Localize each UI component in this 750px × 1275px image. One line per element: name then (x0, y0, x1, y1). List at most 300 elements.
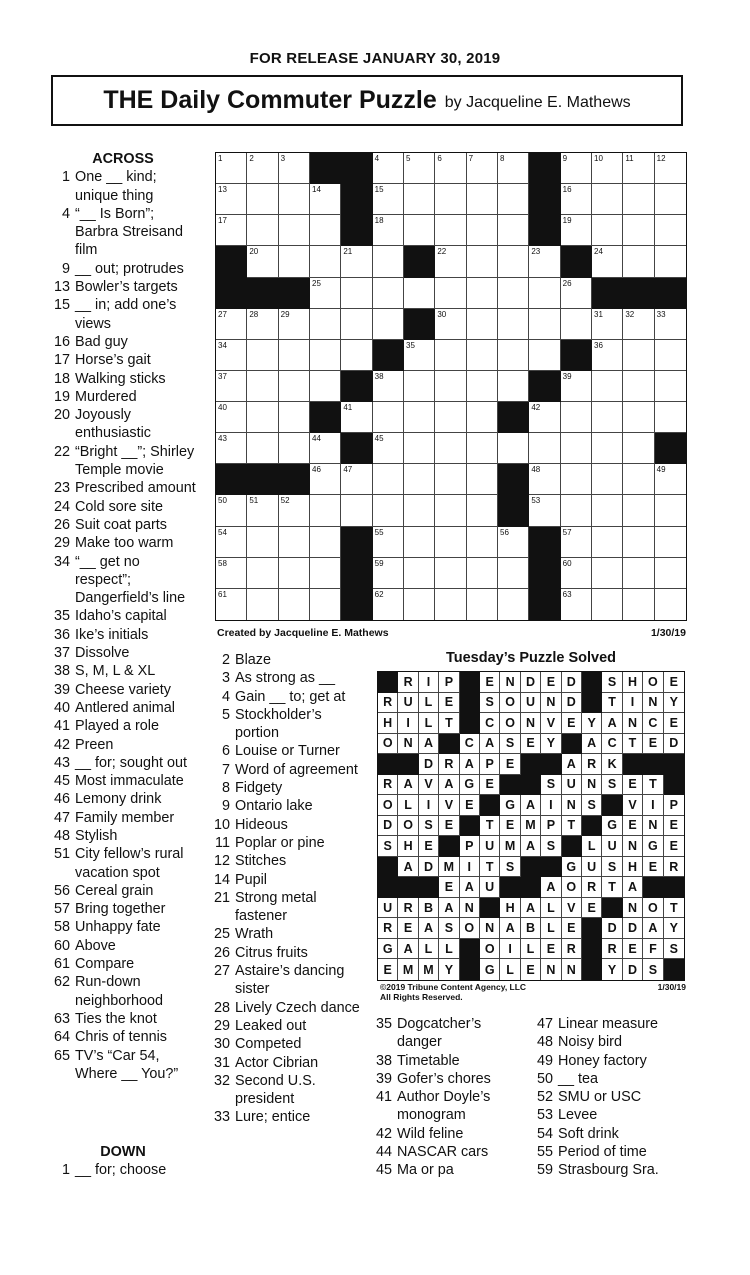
clue-text: Suit coat parts (75, 516, 167, 533)
clue-down-59 (531, 1161, 691, 1179)
grid-cell[interactable] (623, 589, 654, 620)
copyright-line-1: ©2019 Tribune Content Agency, LLC (380, 982, 527, 992)
grid-number: 42 (531, 403, 541, 413)
grid-number: 51 (249, 496, 259, 506)
grid-cell[interactable] (341, 464, 372, 495)
grid-cell[interactable] (279, 402, 310, 433)
grid-cell[interactable] (216, 589, 247, 620)
grid-number: 9 (562, 154, 568, 163)
clue-text: Walking sticks (75, 370, 166, 387)
grid-cell[interactable] (373, 402, 404, 433)
grid-cell[interactable] (435, 433, 466, 464)
grid-cell[interactable] (655, 495, 686, 526)
grid-cell[interactable] (247, 527, 278, 558)
grid-number: 50 (218, 496, 227, 506)
grid-cell[interactable] (623, 558, 654, 589)
grid-cell[interactable] (279, 558, 310, 589)
grid-cell[interactable] (467, 589, 498, 620)
clue-across-61 (48, 955, 198, 973)
grid-cell[interactable] (467, 215, 498, 246)
grid-cell[interactable] (247, 340, 278, 371)
solution-letter: I (500, 939, 520, 960)
down-clues-start (48, 1143, 198, 1180)
grid-cell[interactable] (373, 246, 404, 277)
clue-text: Noisy bird (558, 1034, 622, 1051)
grid-cell[interactable] (467, 246, 498, 277)
grid-cell[interactable] (467, 371, 498, 402)
grid-cell[interactable] (435, 309, 466, 340)
clue-number: 13 (53, 279, 70, 296)
clue-number: 36 (53, 626, 70, 643)
grid-cell[interactable] (623, 340, 654, 371)
grid-cell[interactable] (561, 371, 592, 402)
grid-cell[interactable] (561, 215, 592, 246)
grid-cell[interactable] (498, 278, 529, 309)
solution-letter: U (378, 898, 398, 919)
grid-cell[interactable] (310, 309, 341, 340)
clue-text: Timetable (397, 1052, 460, 1069)
grid-cell[interactable] (467, 495, 498, 526)
solution-letter: A (521, 795, 541, 816)
grid-cell[interactable] (467, 184, 498, 215)
clue-text: Bring together (75, 901, 166, 918)
grid-cell[interactable] (467, 464, 498, 495)
solution-letter: L (419, 713, 439, 734)
grid-cell[interactable] (216, 153, 247, 184)
solution-block (521, 775, 541, 796)
grid-cell[interactable] (404, 495, 435, 526)
grid-cell[interactable] (435, 589, 466, 620)
grid-cell[interactable] (592, 464, 623, 495)
grid-cell[interactable] (247, 495, 278, 526)
solution-letter: S (500, 857, 520, 878)
grid-cell[interactable] (404, 215, 435, 246)
grid-cell[interactable] (373, 371, 404, 402)
grid-cell[interactable] (623, 433, 654, 464)
grid-cell[interactable] (279, 495, 310, 526)
across-heading: ACROSS (92, 151, 154, 167)
clue-number: 60 (53, 937, 70, 954)
clue-text: NASCAR cars (397, 1144, 489, 1161)
grid-cell[interactable] (592, 589, 623, 620)
clue-text: Louise or Turner (235, 743, 340, 760)
grid-cell[interactable] (655, 340, 686, 371)
grid-cell[interactable] (216, 184, 247, 215)
grid-cell[interactable] (373, 215, 404, 246)
grid-cell[interactable] (404, 558, 435, 589)
clue-text: One __ kind; unique thing (75, 169, 157, 204)
clue-across-17 (48, 351, 198, 369)
solution-letter: V (623, 795, 643, 816)
grid-block (404, 246, 435, 277)
grid-cell[interactable] (561, 153, 592, 184)
grid-cell[interactable] (529, 402, 560, 433)
grid-cell[interactable] (373, 309, 404, 340)
grid-cell[interactable] (435, 215, 466, 246)
solution-letter: N (643, 693, 663, 714)
grid-cell[interactable] (341, 309, 372, 340)
grid-cell[interactable] (435, 153, 466, 184)
grid-cell[interactable] (310, 184, 341, 215)
grid-cell[interactable] (592, 340, 623, 371)
grid-cell[interactable] (279, 153, 310, 184)
grid-block (529, 589, 560, 620)
grid-cell[interactable] (373, 433, 404, 464)
grid-cell[interactable] (404, 589, 435, 620)
grid-cell[interactable] (498, 433, 529, 464)
grid-cell[interactable] (279, 215, 310, 246)
grid-cell[interactable] (279, 589, 310, 620)
grid-cell[interactable] (655, 558, 686, 589)
solution-letter: R (378, 918, 398, 939)
solution-letter: E (664, 713, 684, 734)
solution-block (664, 775, 684, 796)
clue-down-27 (208, 962, 368, 999)
grid-cell[interactable] (529, 495, 560, 526)
grid-cell[interactable] (561, 402, 592, 433)
clue-number: 23 (53, 480, 70, 497)
grid-cell[interactable] (216, 495, 247, 526)
grid-cell[interactable] (404, 464, 435, 495)
grid-cell[interactable] (561, 527, 592, 558)
solution-letter: A (541, 877, 561, 898)
grid-cell[interactable] (498, 589, 529, 620)
clue-number: 26 (53, 516, 70, 533)
grid-number: 2 (249, 154, 254, 163)
grid-cell[interactable] (247, 309, 278, 340)
clue-number: 12 (213, 853, 230, 870)
grid-cell[interactable] (655, 153, 686, 184)
grid-number: 52 (280, 496, 290, 506)
grid-block (498, 402, 529, 433)
grid-cell[interactable] (592, 527, 623, 558)
grid-cell[interactable] (529, 433, 560, 464)
grid-cell[interactable] (279, 371, 310, 402)
grid-cell[interactable] (623, 215, 654, 246)
grid-cell[interactable] (592, 184, 623, 215)
solution-block (460, 816, 480, 837)
grid-cell[interactable] (216, 433, 247, 464)
grid-cell[interactable] (529, 309, 560, 340)
grid-cell[interactable] (341, 246, 372, 277)
clue-text: Played a role (75, 718, 159, 735)
grid-cell[interactable] (498, 309, 529, 340)
grid-cell[interactable] (216, 309, 247, 340)
grid-block (279, 464, 310, 495)
solution-title: Tuesday’s Puzzle Solved (445, 650, 617, 666)
grid-cell[interactable] (216, 558, 247, 589)
grid-cell[interactable] (247, 558, 278, 589)
grid-cell[interactable] (655, 371, 686, 402)
grid-cell[interactable] (279, 246, 310, 277)
grid-cell[interactable] (373, 153, 404, 184)
grid-cell[interactable] (373, 589, 404, 620)
clue-number: 40 (53, 699, 70, 716)
clue-number: 11 (215, 834, 230, 851)
grid-cell[interactable] (592, 153, 623, 184)
solution-letter: H (623, 857, 643, 878)
grid-cell[interactable] (341, 402, 372, 433)
clue-number: 15 (53, 297, 70, 314)
clue-across-58 (48, 918, 198, 936)
grid-cell[interactable] (247, 402, 278, 433)
grid-cell[interactable] (279, 527, 310, 558)
grid-cell[interactable] (310, 371, 341, 402)
grid-cell[interactable] (561, 433, 592, 464)
clue-number: 3 (221, 670, 230, 687)
grid-cell[interactable] (592, 371, 623, 402)
grid-cell[interactable] (404, 184, 435, 215)
solution-letter: L (398, 795, 418, 816)
grid-cell[interactable] (247, 371, 278, 402)
grid-cell[interactable] (404, 153, 435, 184)
clue-down-4 (208, 688, 368, 706)
grid-cell[interactable] (655, 402, 686, 433)
grid-cell[interactable] (623, 184, 654, 215)
clue-number: 62 (53, 974, 70, 991)
solution-letter: G (602, 816, 622, 837)
grid-number: 61 (218, 589, 227, 599)
solution-letter: E (439, 816, 459, 837)
grid-cell[interactable] (655, 589, 686, 620)
grid-cell[interactable] (592, 246, 623, 277)
solution-letter: M (521, 816, 541, 837)
grid-cell[interactable] (655, 309, 686, 340)
clue-text: Gofer’s chores (397, 1070, 491, 1087)
grid-cell[interactable] (467, 558, 498, 589)
grid-number: 18 (374, 216, 384, 226)
solution-letter: A (460, 754, 480, 775)
grid-cell[interactable] (655, 215, 686, 246)
solution-letter: I (398, 713, 418, 734)
grid-cell[interactable] (216, 402, 247, 433)
clue-number: 35 (375, 1016, 392, 1032)
clue-text: __ in; add one’s views (75, 297, 177, 332)
clue-down-42 (370, 1125, 530, 1143)
grid-cell[interactable] (404, 402, 435, 433)
grid-cell[interactable] (341, 278, 372, 309)
grid-cell[interactable] (498, 215, 529, 246)
clue-down-33 (208, 1108, 368, 1126)
grid-cell[interactable] (498, 340, 529, 371)
clue-down-9 (208, 797, 368, 815)
grid-cell[interactable] (435, 371, 466, 402)
grid-cell[interactable] (435, 402, 466, 433)
grid-cell[interactable] (404, 433, 435, 464)
grid-cell[interactable] (247, 184, 278, 215)
grid-cell[interactable] (623, 246, 654, 277)
grid-cell[interactable] (279, 184, 310, 215)
clue-number: 27 (213, 963, 230, 980)
grid-cell[interactable] (435, 558, 466, 589)
grid-cell[interactable] (498, 558, 529, 589)
grid-cell[interactable] (592, 215, 623, 246)
solution-letter: U (480, 877, 500, 898)
grid-cell[interactable] (655, 184, 686, 215)
grid-cell[interactable] (247, 153, 278, 184)
grid-cell[interactable] (623, 402, 654, 433)
grid-cell[interactable] (592, 433, 623, 464)
grid-cell[interactable] (561, 495, 592, 526)
grid-block (592, 278, 623, 309)
grid-cell[interactable] (529, 246, 560, 277)
solution-letter: R (398, 898, 418, 919)
grid-cell[interactable] (247, 246, 278, 277)
solution-block (398, 877, 418, 898)
grid-cell[interactable] (373, 527, 404, 558)
grid-cell[interactable] (216, 340, 247, 371)
grid-cell[interactable] (561, 589, 592, 620)
grid-cell[interactable] (467, 153, 498, 184)
solution-letter: E (562, 713, 582, 734)
grid-cell[interactable] (435, 184, 466, 215)
solution-letter: U (582, 857, 602, 878)
clue-number: 47 (536, 1016, 553, 1032)
grid-cell[interactable] (561, 184, 592, 215)
grid-cell[interactable] (373, 278, 404, 309)
clue-across-51 (48, 845, 198, 882)
clue-across-13 (48, 278, 198, 296)
grid-number: 20 (249, 247, 259, 257)
grid-cell[interactable] (373, 558, 404, 589)
grid-cell[interactable] (310, 464, 341, 495)
grid-cell[interactable] (655, 464, 686, 495)
grid-cell[interactable] (592, 495, 623, 526)
grid-number: 59 (374, 558, 384, 568)
grid-cell[interactable] (498, 184, 529, 215)
grid-cell[interactable] (498, 153, 529, 184)
clue-text: Ontario lake (235, 798, 313, 815)
grid-cell[interactable] (623, 464, 654, 495)
grid-cell[interactable] (435, 527, 466, 558)
grid-cell[interactable] (373, 464, 404, 495)
grid-cell[interactable] (279, 433, 310, 464)
grid-cell[interactable] (310, 495, 341, 526)
clue-number: 14 (213, 871, 230, 888)
grid-cell[interactable] (404, 371, 435, 402)
grid-cell[interactable] (592, 402, 623, 433)
clue-text: __ for; sought out (75, 754, 188, 771)
grid-cell[interactable] (404, 340, 435, 371)
grid-cell[interactable] (561, 558, 592, 589)
grid-cell[interactable] (310, 215, 341, 246)
clue-number: 21 (213, 889, 230, 906)
grid-cell[interactable] (247, 589, 278, 620)
solution-letter: E (439, 877, 459, 898)
grid-cell[interactable] (373, 184, 404, 215)
clue-text: Wrath (235, 926, 274, 943)
grid-cell[interactable] (592, 309, 623, 340)
grid-cell[interactable] (498, 246, 529, 277)
grid-cell[interactable] (623, 309, 654, 340)
grid-number: 38 (374, 371, 384, 381)
grid-cell[interactable] (435, 246, 466, 277)
grid-number: 24 (594, 247, 603, 257)
grid-cell[interactable] (247, 215, 278, 246)
grid-cell[interactable] (247, 433, 278, 464)
grid-cell[interactable] (467, 433, 498, 464)
grid-cell[interactable] (310, 558, 341, 589)
grid-cell[interactable] (279, 309, 310, 340)
grid-cell[interactable] (467, 340, 498, 371)
solution-letter: Y (602, 959, 622, 980)
grid-cell[interactable] (529, 278, 560, 309)
grid-cell[interactable] (435, 464, 466, 495)
clue-text: Cheese variety (75, 681, 171, 698)
grid-cell[interactable] (404, 278, 435, 309)
grid-cell[interactable] (310, 340, 341, 371)
grid-cell[interactable] (310, 527, 341, 558)
grid-cell[interactable] (435, 495, 466, 526)
grid-cell[interactable] (623, 153, 654, 184)
grid-cell[interactable] (623, 527, 654, 558)
grid-cell[interactable] (655, 246, 686, 277)
grid-cell[interactable] (310, 589, 341, 620)
clue-number: 19 (53, 388, 70, 405)
grid-cell[interactable] (561, 464, 592, 495)
grid-cell[interactable] (404, 527, 435, 558)
grid-cell[interactable] (561, 309, 592, 340)
grid-cell[interactable] (467, 278, 498, 309)
grid-cell[interactable] (310, 433, 341, 464)
grid-cell[interactable] (623, 371, 654, 402)
grid-number: 60 (562, 558, 572, 568)
grid-cell[interactable] (216, 215, 247, 246)
grid-cell[interactable] (216, 371, 247, 402)
grid-cell[interactable] (529, 340, 560, 371)
clue-down-31 (208, 1054, 368, 1072)
grid-cell[interactable] (498, 371, 529, 402)
clue-number: 22 (53, 443, 70, 460)
solution-letter: D (562, 672, 582, 693)
solution-letter: D (562, 693, 582, 714)
grid-cell[interactable] (592, 558, 623, 589)
grid-cell[interactable] (623, 495, 654, 526)
grid-cell[interactable] (435, 278, 466, 309)
grid-cell[interactable] (310, 278, 341, 309)
solution-letter: O (398, 816, 418, 837)
grid-cell[interactable] (310, 246, 341, 277)
solution-block (460, 693, 480, 714)
grid-cell[interactable] (467, 527, 498, 558)
clue-down-14 (208, 871, 368, 889)
clue-text: Horse’s gait (75, 352, 151, 369)
grid-cell[interactable] (529, 464, 560, 495)
grid-cell[interactable] (467, 309, 498, 340)
solution-letter: E (521, 959, 541, 980)
grid-cell[interactable] (341, 340, 372, 371)
grid-cell[interactable] (341, 495, 372, 526)
grid-cell[interactable] (498, 527, 529, 558)
clue-across-38 (48, 662, 198, 680)
grid-block (341, 184, 372, 215)
solution-letter: L (419, 693, 439, 714)
grid-cell[interactable] (435, 340, 466, 371)
clue-across-34 (48, 553, 198, 608)
clue-text: __ for; choose (75, 1162, 167, 1179)
grid-cell[interactable] (216, 527, 247, 558)
solution-letter: N (480, 918, 500, 939)
solution-letter: D (419, 857, 439, 878)
grid-cell[interactable] (467, 402, 498, 433)
grid-cell[interactable] (373, 495, 404, 526)
grid-cell[interactable] (561, 278, 592, 309)
grid-cell[interactable] (279, 340, 310, 371)
grid-cell[interactable] (655, 527, 686, 558)
clue-number: 1 (61, 169, 70, 186)
clue-down-3 (208, 669, 368, 687)
down-clues-column-3 (531, 1015, 691, 1180)
